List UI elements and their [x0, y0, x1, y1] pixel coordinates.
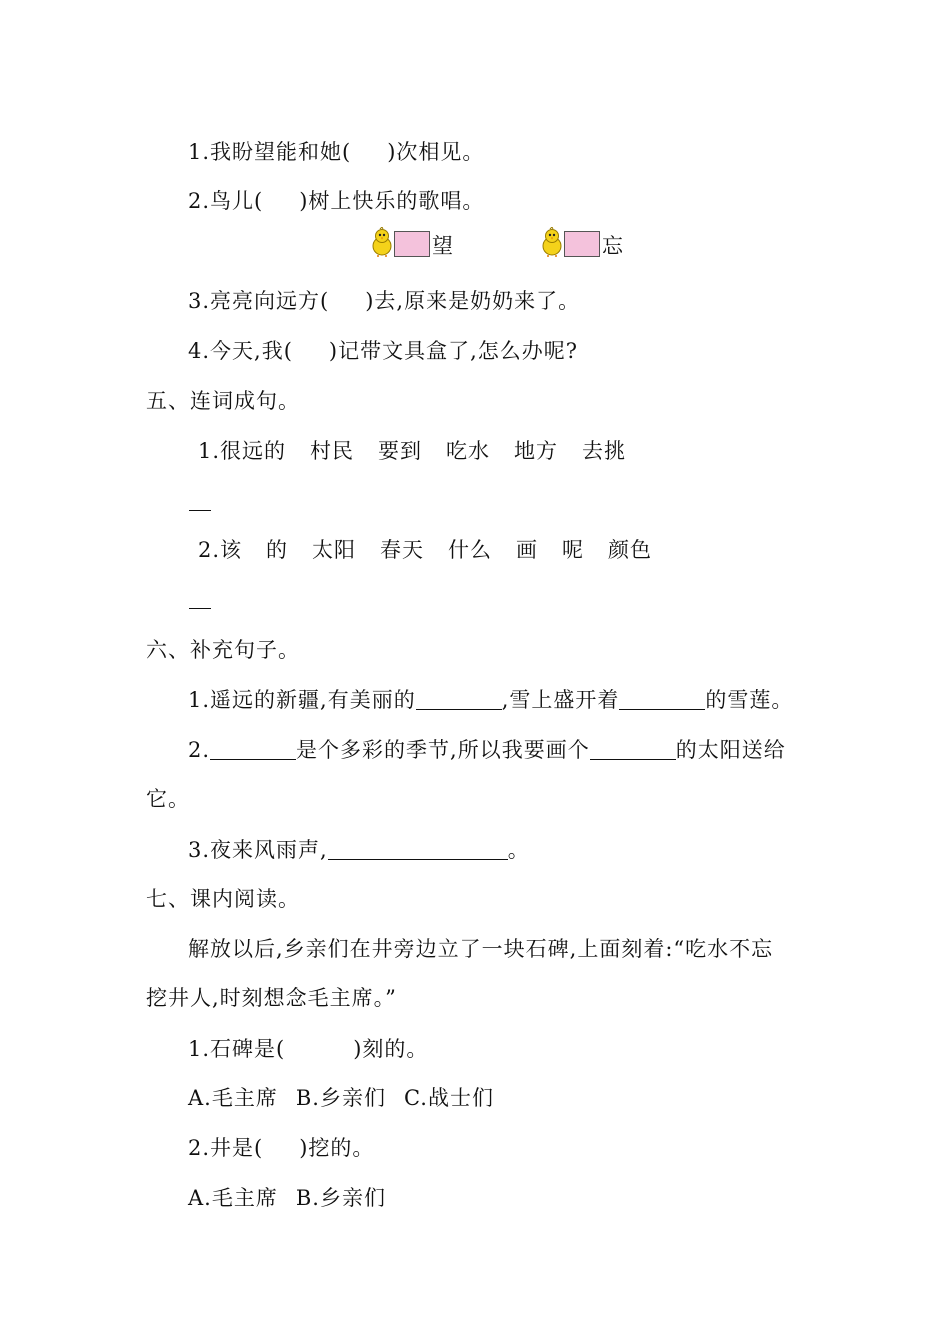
- s6-q1: [188, 687, 793, 713]
- s6-q1-b: ,雪上盛开着: [501, 688, 620, 712]
- section-6-title: 六、补充句子。: [146, 638, 300, 662]
- s6-q2: [188, 737, 786, 763]
- q4-3-before: 3.亮亮向远方(: [188, 289, 330, 313]
- s5-q2-word: 2.该: [198, 538, 243, 562]
- section-7-title: 七、课内阅读。: [146, 887, 300, 911]
- s5-q1-word: 要到: [378, 439, 423, 463]
- word-box-2-char: 忘: [602, 234, 623, 258]
- s7-q2-option-a[interactable]: A.毛主席: [188, 1186, 278, 1210]
- q4-3-after: )去,原来是奶奶来了。: [365, 289, 581, 313]
- s5-q1-word: 村民: [310, 439, 355, 463]
- q4-4: [188, 338, 578, 364]
- passage-line-1: 解放以后,乡亲们在井旁边立了一块石碑,上面刻着:“吃水不忘: [188, 937, 774, 961]
- s6-q2-a: 2.: [188, 738, 211, 762]
- write-box-1[interactable]: [394, 231, 430, 257]
- word-box-1-char: 望: [432, 234, 453, 258]
- q4-1-before: 1.我盼望能和她(: [188, 140, 352, 164]
- s7-q1-before: 1.石碑是(: [188, 1037, 286, 1061]
- q4-2-before: 2.鸟儿(: [188, 189, 264, 213]
- s6-q1-c: 的雪莲。: [705, 688, 794, 712]
- s6-q2-b: 是个多彩的季节,所以我要画个: [296, 738, 590, 762]
- s5-q2-word: 的: [266, 538, 289, 562]
- s5-q1-answer-line[interactable]: [189, 510, 211, 511]
- s5-q2-word: 颜色: [608, 538, 653, 562]
- s6-q2-c: 的太阳送给: [675, 738, 786, 762]
- s5-q1-words: [198, 438, 626, 464]
- passage-line-2: 挖井人,时刻想念毛主席。”: [146, 986, 397, 1010]
- s7-q2: [188, 1135, 374, 1161]
- s7-q1-options: [188, 1085, 494, 1111]
- q4-3: [188, 288, 580, 314]
- s7-q2-options: [188, 1185, 386, 1211]
- q4-1: [188, 139, 484, 165]
- q4-4-after: )记带文具盒了,怎么办呢?: [328, 339, 579, 363]
- s7-q1-option-b[interactable]: B.乡亲们: [295, 1086, 386, 1110]
- s5-q1-word: 去挑: [582, 439, 627, 463]
- s5-q2-word: 什么: [448, 538, 493, 562]
- s6-q1-a: 1.遥远的新疆,有美丽的: [188, 688, 416, 712]
- s5-q2-word: 春天: [380, 538, 425, 562]
- s5-q1-word: 1.很远的: [198, 439, 287, 463]
- s6-q2-blank-1[interactable]: [210, 739, 296, 760]
- s5-q2-word: 太阳: [312, 538, 357, 562]
- s6-q2-blank-2[interactable]: [590, 739, 676, 760]
- s6-q3-b: 。: [507, 838, 530, 862]
- s5-q2-word: 呢: [562, 538, 585, 562]
- s7-q2-before: 2.井是(: [188, 1136, 264, 1160]
- s7-q1: [188, 1036, 428, 1062]
- s7-q2-after: )挖的。: [299, 1136, 375, 1160]
- word-box-1: [371, 227, 453, 257]
- s7-q1-after: )刻的。: [353, 1037, 429, 1061]
- s5-q1-word: 地方: [514, 439, 559, 463]
- s7-q1-option-a[interactable]: A.毛主席: [188, 1086, 278, 1110]
- s6-q3-a: 3.夜来风雨声,: [188, 838, 328, 862]
- q4-1-after: )次相见。: [387, 140, 485, 164]
- q4-2-after: )树上快乐的歌唱。: [299, 189, 485, 213]
- s5-q2-word: 画: [516, 538, 539, 562]
- s5-q1-word: 吃水: [446, 439, 491, 463]
- chick-icon: [371, 227, 393, 257]
- s6-q2-continued: 它。: [146, 787, 190, 811]
- s5-q2-words: [198, 537, 652, 563]
- s7-q2-option-b[interactable]: B.乡亲们: [295, 1186, 386, 1210]
- q4-4-before: 4.今天,我(: [188, 339, 293, 363]
- chick-icon: [541, 227, 563, 257]
- s6-q3-blank[interactable]: [328, 839, 508, 860]
- s6-q1-blank-1[interactable]: [416, 689, 502, 710]
- s6-q1-blank-2[interactable]: [619, 689, 705, 710]
- write-box-2[interactable]: [564, 231, 600, 257]
- s5-q2-answer-line[interactable]: [189, 608, 211, 609]
- s7-q1-option-c[interactable]: C.战士们: [403, 1086, 494, 1110]
- word-box-2: [541, 227, 623, 257]
- s6-q3: [188, 837, 530, 863]
- section-5-title: 五、连词成句。: [146, 389, 300, 413]
- q4-2: [188, 188, 484, 214]
